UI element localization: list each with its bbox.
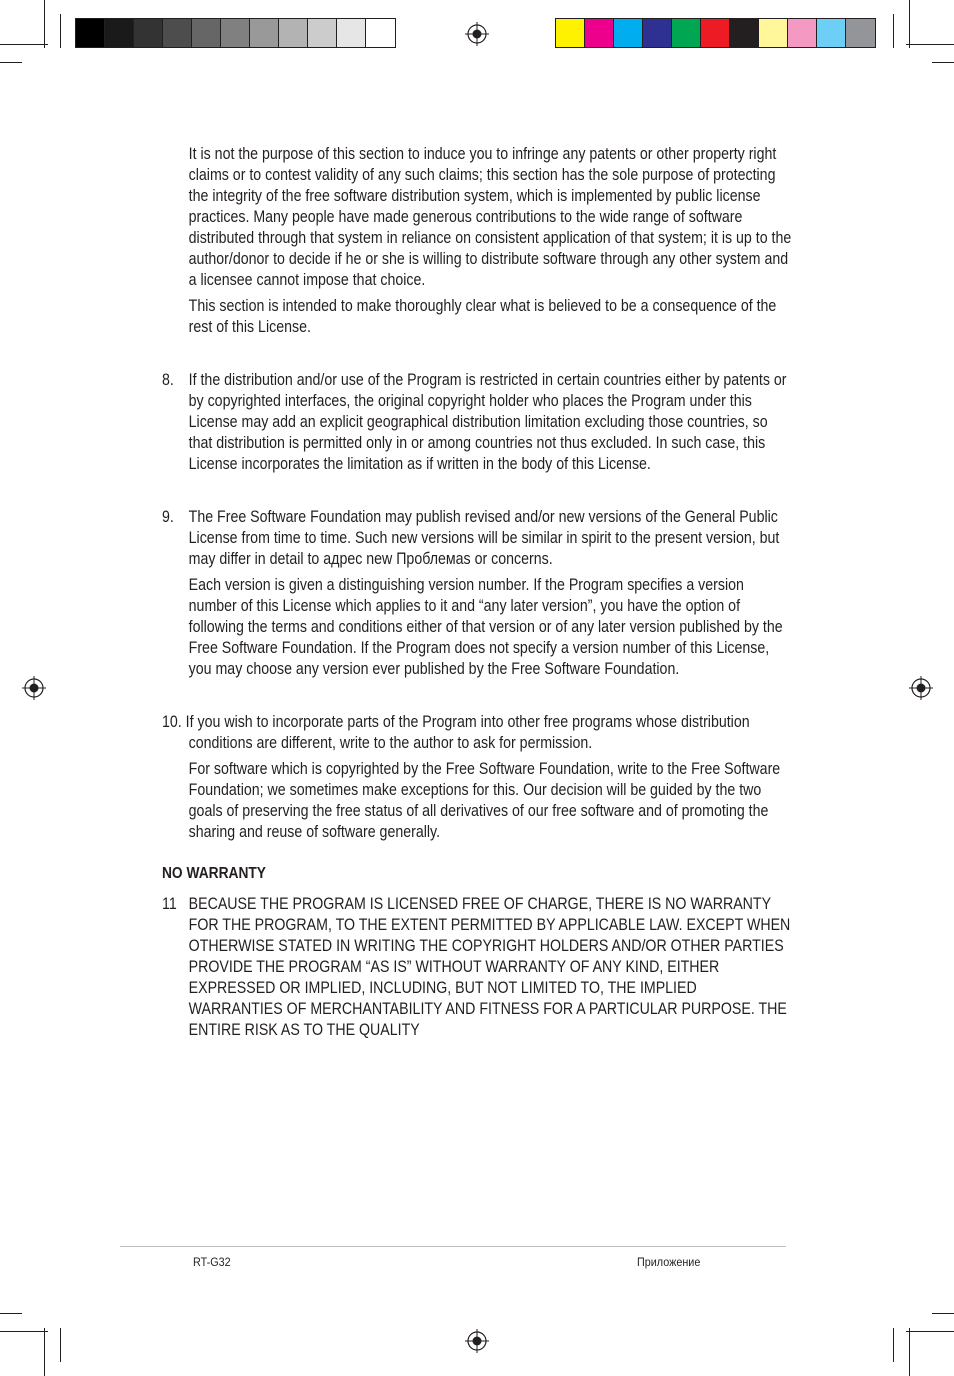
footer-section: Приложение — [637, 1255, 701, 1269]
license-text — [162, 144, 792, 1041]
color-swatch — [250, 19, 279, 47]
color-swatch — [585, 19, 614, 47]
color-swatch — [643, 19, 672, 47]
color-swatch — [366, 19, 395, 47]
paragraph: BECAUSE THE PROGRAM IS LICENSED FREE OF CHARGE, THERE IS NO WARRANTY FOR THE PROGRAM, TO THE EXTENT PERMITTED BY APPLICABLE LAW. EXCEPT WHEN OTHERWISE STATED IN WRITING THE COPYRIGHT HOLDERS AND/OR OTHER PARTIES PROVIDE THE PROGRAM “AS IS” WITHOUT WARRANTY OF ANY KIND, EITHER EXPRESSED OR IMPLIED, INCLUDING, BUT NOT LIMITED TO, THE IMPLIED WARRANTIES OF MERCHANTABILITY AND FITNESS FOR A PARTICULAR PURPOSE. THE ENTIRE RISK AS TO THE QUALITY — [188, 895, 791, 1039]
color-swatch — [337, 19, 366, 47]
section-heading: NO WARRANTY — [162, 865, 266, 882]
crop-mark — [44, 1328, 45, 1376]
crop-mark — [0, 1331, 48, 1332]
color-swatch — [846, 19, 875, 47]
crop-mark — [909, 1328, 910, 1376]
color-swatch — [221, 19, 250, 47]
crop-mark — [0, 44, 48, 45]
crop-mark — [60, 14, 61, 48]
color-swatch — [817, 19, 846, 47]
registration-target-icon — [22, 676, 46, 700]
paragraph: If the distribution and/or use of the Program is restricted in certain countries either by patents or by copyrighted interfaces, the original copyright holder who places the Program under this License may add an explicit geographical distribution limitation excluding those countries, so that distribution is permitted only in or among countries not thus excluded. In such case, this License incorporates the limitation as if written in the body of this License. — [188, 371, 787, 473]
crop-mark — [893, 14, 894, 48]
color-swatch — [192, 19, 221, 47]
crop-mark — [60, 1328, 61, 1362]
color-swatch — [105, 19, 134, 47]
paragraph: For software which is copyrighted by the Free Software Foundation, write to the Free Software Foundation; we sometimes make exceptions for this. Our decision will be guided by the two goals of preserving the free status of all derivatives of our free software and of promoting the sharing and reuse of software generally. — [188, 760, 781, 841]
paragraph: The Free Software Foundation may publish revised and/or new versions of the General Public License from time to time. Such new versions will be similar in spirit to the present version, but may differ in detail to адрес new Проблемas or concerns. — [188, 508, 780, 568]
crop-mark — [909, 0, 910, 48]
registration-target-icon — [909, 676, 933, 700]
registration-target-icon — [465, 1329, 489, 1353]
list-item-10 — [162, 712, 794, 843]
paragraph: 10. If you wish to incorporate parts of the Program into other free programs whose distribution conditions are different, write to the author to ask for permission. — [162, 713, 750, 752]
list-number: 9. — [162, 508, 174, 526]
grayscale-bar — [75, 18, 396, 48]
crop-mark — [0, 62, 22, 63]
color-swatch — [788, 19, 817, 47]
color-swatch — [701, 19, 730, 47]
paragraph: It is not the purpose of this section to induce you to infringe any patents or other property right claims or to contest validity of any such claims; this section has the sole purpose of protecting the integrity of the free software distribution system, which is implemented by public license practices. Many people have made generous contributions to the wide range of software distributed through that system in reliance on consistent application of that system; it is up to the author/donor to decide if he or she is willing to distribute software through any other system and a licensee cannot impose that choice. — [188, 145, 792, 289]
crop-mark — [0, 1313, 22, 1314]
list-item-9 — [162, 507, 794, 680]
crop-mark — [893, 1328, 894, 1362]
crop-mark — [932, 62, 954, 63]
color-swatch — [163, 19, 192, 47]
list-number: 11 — [162, 895, 177, 913]
color-swatch — [556, 19, 585, 47]
crop-mark — [906, 44, 954, 45]
crop-mark — [906, 1331, 954, 1332]
footer-divider — [120, 1246, 786, 1247]
paragraph: Each version is given a distinguishing version number. If the Program specifies a version number of this License which applies to it and “any later version”, you have the option of following the terms and conditions either of that version or of any later version published by the Free Software Foundation. If the Program does not specify a version number of this License, you may choose any version ever published by the Free Software Foundation. — [188, 576, 783, 678]
paragraph: This section is intended to make thoroughly clear what is believed to be a consequence of the rest of this License. — [188, 297, 777, 336]
crop-mark — [932, 1313, 954, 1314]
list-item-8 — [162, 370, 794, 475]
color-bar — [555, 18, 876, 48]
color-swatch — [730, 19, 759, 47]
list-item-11 — [162, 894, 794, 1041]
list-number: 8. — [162, 371, 174, 389]
color-swatch — [134, 19, 163, 47]
color-swatch — [759, 19, 788, 47]
crop-mark — [44, 0, 45, 48]
registration-target-icon — [465, 22, 489, 46]
footer-model: RT-G32 — [193, 1255, 231, 1269]
color-swatch — [279, 19, 308, 47]
color-swatch — [614, 19, 643, 47]
color-swatch — [76, 19, 105, 47]
color-swatch — [672, 19, 701, 47]
color-swatch — [308, 19, 337, 47]
